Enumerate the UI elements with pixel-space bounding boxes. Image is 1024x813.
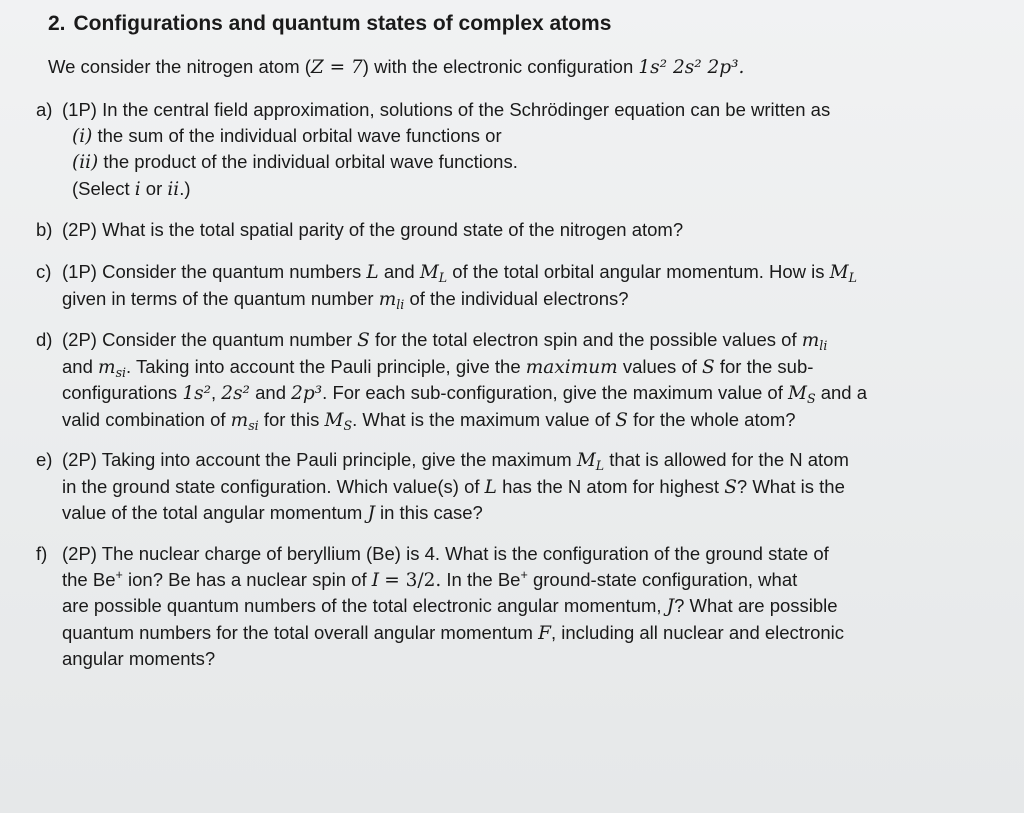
question-letter: b) — [36, 219, 53, 240]
option-ii: (ii) the product of the individual orbital wave functions. — [72, 151, 518, 173]
intro-paragraph: We consider the nitrogen atom (Z = 7) with the electronic configuration 1s² 2s² 2p³. — [48, 56, 745, 78]
question-c: c) (1P) Consider the quantum numbers L and $M_L$ of the total orbital angular momentum. How is $M_L$ given in terms of the quantum number $m_{li}$ of the individual electrons? — [36, 261, 857, 312]
question-letter: e) — [36, 449, 53, 470]
question-b: b) (2P) What is the total spatial parity of the ground state of the nitrogen atom? — [36, 217, 976, 243]
electron-configuration: 1s² 2s² 2p³. — [638, 57, 745, 78]
section-heading — [48, 12, 619, 36]
question-f: f) (2P) The nuclear charge of beryllium (Be) is 4. What is the configuration of the ground state of the Be+ ion? Be has a nuclear spin of I = 3/2. In the Be+ ground-state configuration, what are possible quantum numbers of the total electronic angular momentum, J? What are possible quantum numbers for the total overall angular momentum F, including all nuclear and electronic angular moments? — [36, 543, 845, 669]
question-d: d) (2P) Consider the quantum number S for the total electron spin and the possible values of $m_{li}$ and $m_{si}$. Taking into account the Pauli principle, give the maximum values of S for the sub- configurations 1s², 2s² and 2p³. For each sub-configuration, give the maximum value of $M_S$ and a valid combination of $m_{si}$ for this $M_S$. What is the maximum value of S for the whole atom? — [36, 329, 867, 433]
atomic-number: Z = 7 — [310, 57, 363, 78]
question-letter: a) — [36, 99, 53, 120]
section-title: Configurations and quantum states of complex atoms — [73, 12, 612, 35]
question-e: e) (2P) Taking into account the Pauli principle, give the maximum $M_L$ that is allowed for the N atom in the ground state configuration. Which value(s) of L has the N atom for highest S? What is the value of the total angular momentum J in this case? — [36, 449, 849, 524]
question-letter: f) — [36, 543, 48, 564]
option-i: (i) the sum of the individual orbital wave functions or — [72, 124, 502, 147]
question-letter: d) — [36, 329, 53, 350]
select-instruction: (Select i or ii.) — [72, 177, 191, 200]
question-letter: c) — [36, 261, 52, 282]
question-a: a) (1P) In the central field approximation, solutions of the Schrödinger equation can be written as (i) the sum of the individual orbital wave functions or (ii) the product of the individual orbital wave functions. (Select i or ii.) — [36, 97, 976, 202]
section-number: 2. — [48, 12, 66, 35]
